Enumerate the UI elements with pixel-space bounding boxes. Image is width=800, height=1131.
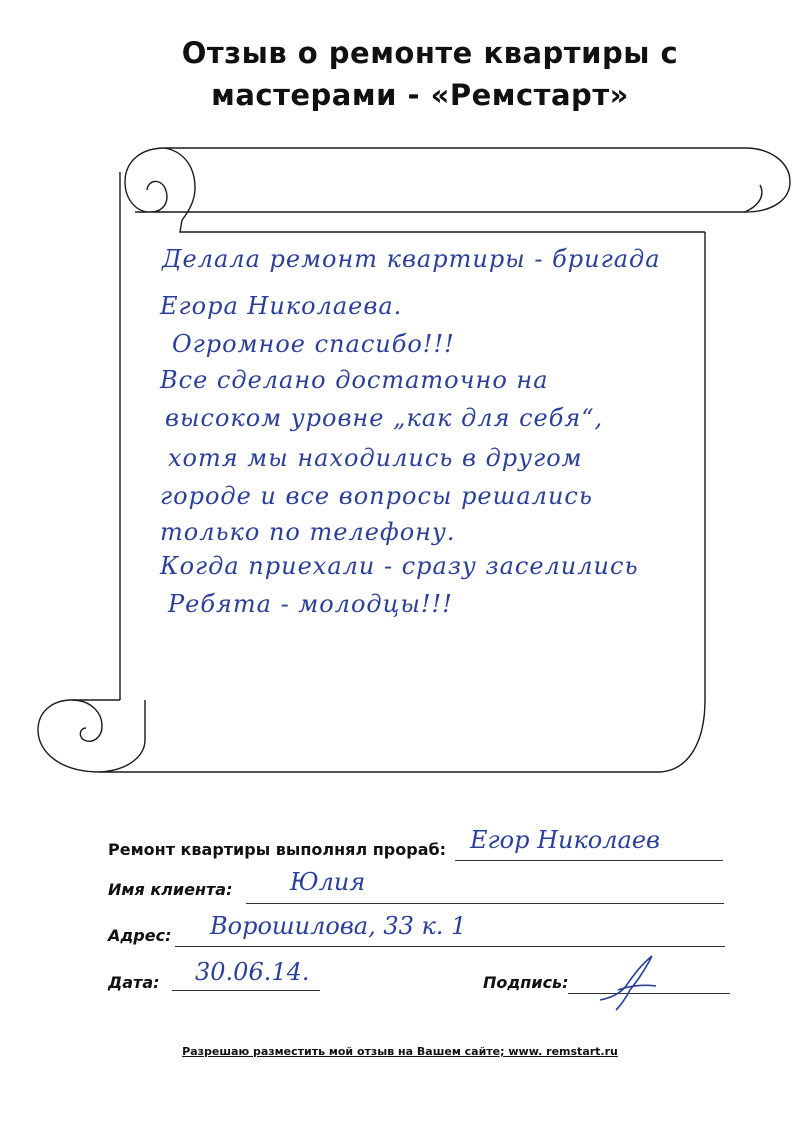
review-line: городе и все вопросы решались: [160, 482, 593, 510]
date-label: Дата:: [108, 973, 160, 992]
review-line: Все сделано достаточно на: [160, 366, 549, 394]
signature-scribble: [590, 950, 680, 1020]
review-line: Ребята - молодцы!!!: [168, 590, 453, 618]
review-line: Огромное спасибо!!!: [172, 330, 455, 358]
date-value: 30.06.14.: [195, 958, 310, 986]
date-line: [172, 990, 320, 991]
footer-consent: [0, 1045, 800, 1058]
footer-text: Разрешаю разместить мой отзыв на Вашем сайте; www. remstart.ru: [182, 1045, 618, 1058]
foreman-label: Ремонт квартиры выполнял прораб:: [108, 840, 447, 859]
address-label: Адрес:: [108, 926, 172, 945]
foreman-line: [455, 860, 723, 861]
signature-label: Подпись:: [483, 973, 569, 992]
address-value: Ворошилова, 33 к. 1: [210, 912, 467, 940]
title-line-2: мастерами - «Ремстарт»: [211, 78, 629, 112]
review-line: Когда приехали - сразу заселились: [160, 552, 639, 580]
client-line: [246, 903, 724, 904]
review-line: только по телефону.: [160, 518, 456, 546]
review-line: хотя мы находились в другом: [168, 444, 583, 472]
review-line: Егора Николаева.: [160, 292, 403, 320]
review-line: высоком уровне „как для себя“,: [165, 404, 604, 432]
address-line: [175, 946, 725, 947]
foreman-value: Егор Николаев: [470, 826, 661, 854]
review-line: Делала ремонт квартиры - бригада: [162, 245, 661, 273]
client-label: Имя клиента:: [108, 880, 233, 899]
title-line-1: Отзыв о ремонте квартиры с: [181, 36, 679, 70]
client-value: Юлия: [290, 868, 366, 896]
